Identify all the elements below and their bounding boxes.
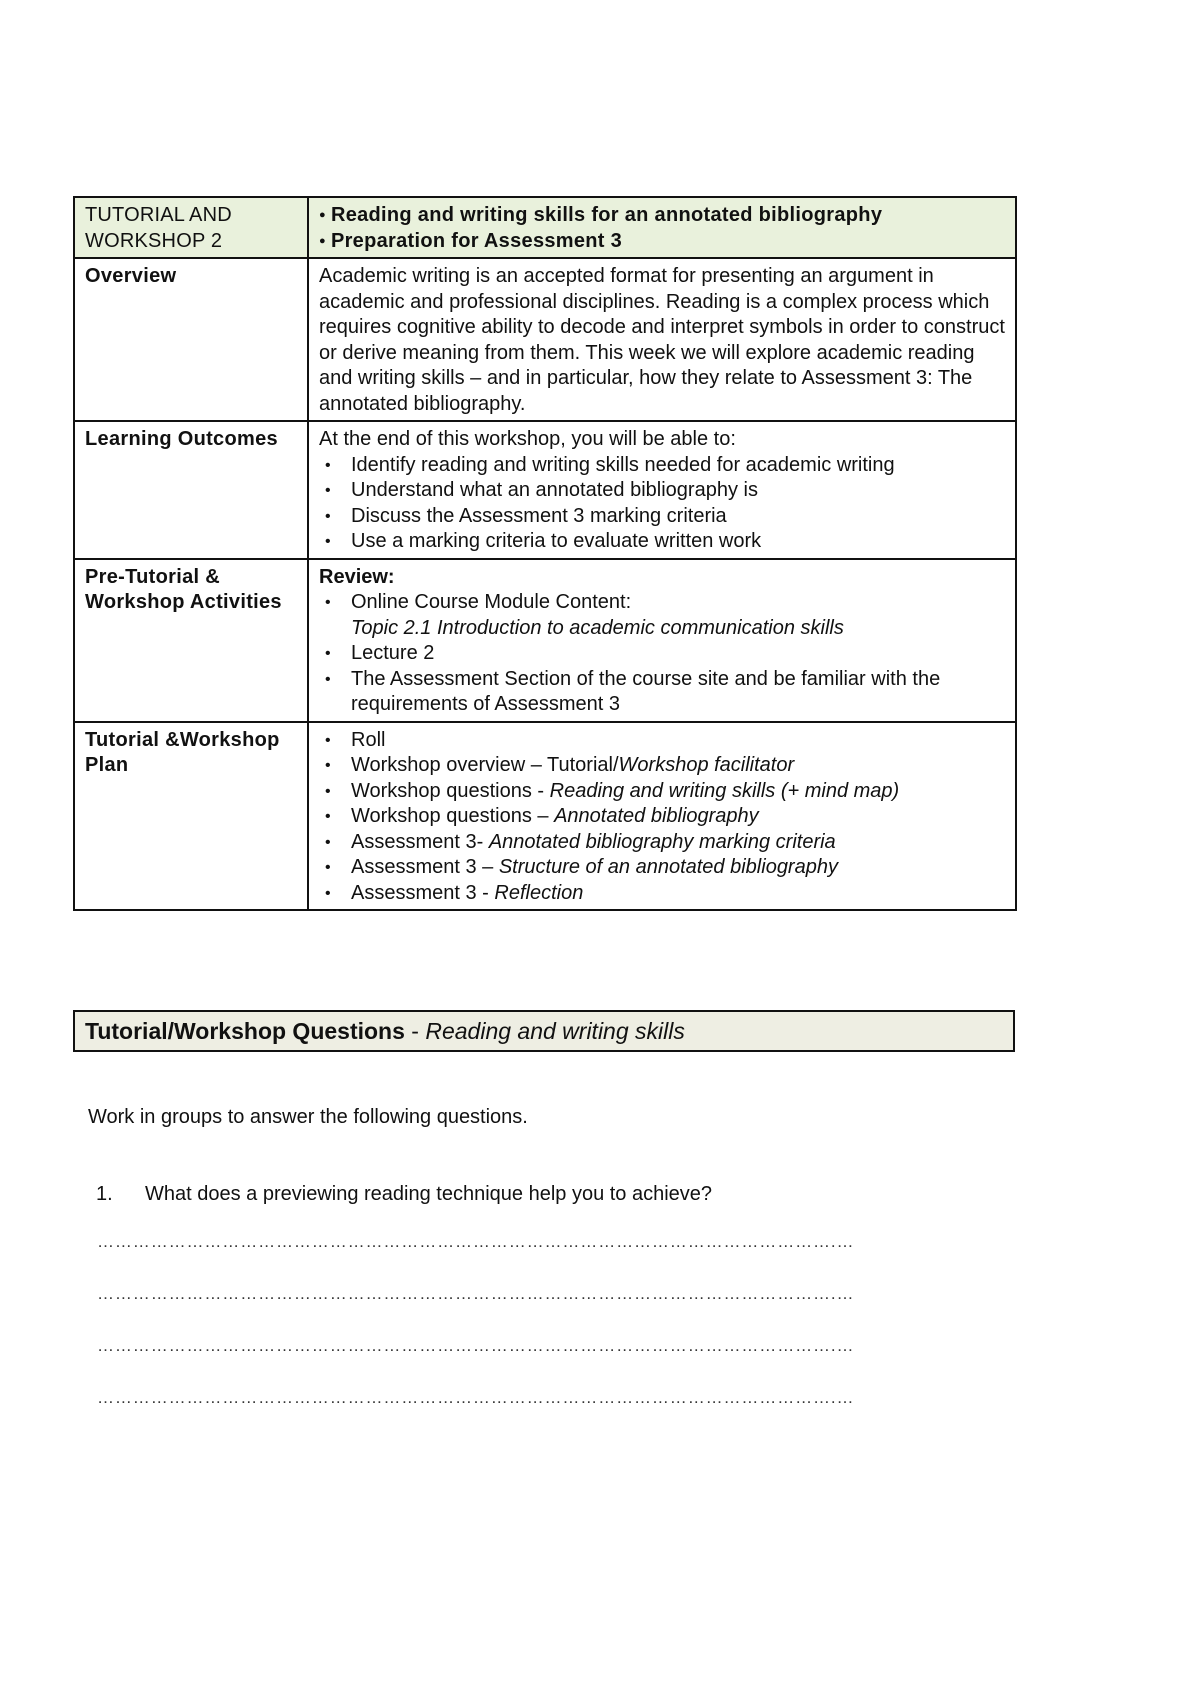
- learning-outcomes-label: Learning Outcomes: [85, 428, 278, 450]
- bullet-icon: •: [325, 731, 331, 749]
- bullet-icon: •: [325, 670, 331, 688]
- plan-item-text: Assessment 3-: [351, 830, 489, 853]
- list-item: [319, 830, 1005, 856]
- list-item: [319, 504, 1005, 530]
- list-item: [319, 453, 1005, 479]
- answer-line[interactable]: …………………………………………………………………………………………………………….…: [97, 1284, 855, 1303]
- overview-label-cell: [74, 258, 308, 421]
- overview-label: Overview: [85, 265, 177, 287]
- header-row: [74, 197, 1016, 258]
- list-item-text: The Assessment Section of the course site and be familiar with the requirements of Assessment 3: [351, 667, 941, 715]
- list-item-text: Lecture 2: [351, 642, 435, 664]
- list-item: [319, 779, 1005, 805]
- question-text: What does a previewing reading technique help you to achieve?: [145, 1183, 713, 1205]
- bullet-icon: •: [325, 859, 331, 876]
- list-item: [319, 855, 1005, 881]
- bullet-icon: •: [325, 594, 331, 611]
- header-label-cell: [74, 197, 308, 258]
- answer-line[interactable]: …………………………………………………………………………………………………………….…: [97, 1232, 855, 1251]
- pre-activities-row: [74, 559, 1016, 722]
- list-item: [319, 641, 1005, 667]
- learning-outcomes-cell: [308, 421, 1016, 559]
- pre-activities-cell: [308, 559, 1016, 722]
- plan-cell: [308, 722, 1016, 911]
- plan-item-text: Assessment 3 -: [351, 881, 495, 904]
- learning-outcomes-intro: At the end of this workshop, you will be able to:: [319, 428, 736, 450]
- overview-row: [74, 258, 1016, 421]
- list-item-text: Identify reading and writing skills needed for academic writing: [351, 453, 895, 476]
- answer-line[interactable]: …………………………………………………………………………………………………………….…: [97, 1388, 855, 1407]
- bullet-icon: •: [325, 456, 331, 474]
- list-item: [319, 728, 1005, 754]
- pre-activities-label: Pre-Tutorial & Workshop Activities: [85, 565, 282, 613]
- plan-label: Tutorial &Workshop Plan: [85, 728, 280, 776]
- list-item: [319, 529, 1005, 555]
- overview-text: Academic writing is an accepted format for presenting an argument in academic and professional disciplines. Reading is a complex process which requires cognitive ability to decode and interpret symbols in order to construct or derive meaning from them. This week we will explore academic reading and writing skills – and in particular, how they relate to Assessment 3: The annotated bibliography.: [319, 265, 1005, 415]
- list-item: [319, 478, 1005, 504]
- list-item-text: Online Course Module Content:: [351, 591, 632, 613]
- bullet-icon: •: [325, 757, 331, 774]
- list-item-text: Discuss the Assessment 3 marking criteria: [351, 504, 727, 527]
- tutorial-title: TUTORIAL AND WORKSHOP 2: [85, 204, 232, 252]
- overview-text-cell: [308, 258, 1016, 421]
- plan-item-text: Assessment 3 –: [351, 856, 499, 878]
- list-item-text: Use a marking criteria to evaluate written work: [351, 530, 762, 552]
- bullet-icon: •: [325, 884, 331, 902]
- plan-list: [319, 728, 1005, 907]
- bullet-icon: •: [325, 533, 331, 550]
- header-topic-item: ● Reading and writing skills for an annotated bibliography: [319, 203, 1005, 229]
- questions-section-header: [73, 1010, 1015, 1052]
- bullet-icon: •: [325, 482, 331, 499]
- bullet-icon: •: [325, 833, 331, 851]
- section-subtitle: Reading and writing skills: [425, 1018, 685, 1044]
- review-heading: Review:: [319, 565, 395, 588]
- plan-item-italic: Annotated bibliography marking criteria: [488, 830, 836, 853]
- section-title: Tutorial/Workshop Questions: [85, 1018, 405, 1044]
- bullet-icon: •: [325, 645, 331, 662]
- plan-item-text: Workshop overview – Tutorial/: [351, 754, 619, 776]
- instructions-text: Work in groups to answer the following questions.: [88, 1106, 528, 1128]
- plan-item-italic: Reflection: [494, 881, 584, 904]
- answer-line[interactable]: …………………………………………………………………………………………………………….…: [97, 1336, 855, 1355]
- list-item: [319, 753, 1005, 779]
- tutorial-info-table: [73, 196, 1017, 911]
- pre-activities-list: [319, 590, 1005, 718]
- topic-reference: Topic 2.1 Introduction to academic communication skills: [351, 616, 844, 639]
- plan-item-italic: Workshop facilitator: [618, 754, 795, 776]
- plan-label-cell: [74, 722, 308, 911]
- plan-item-italic: Structure of an annotated bibliography: [498, 856, 838, 878]
- plan-row: [74, 722, 1016, 911]
- learning-outcomes-label-cell: [74, 421, 308, 559]
- section-title-separator: -: [404, 1018, 426, 1044]
- plan-item-text: Workshop questions -: [351, 779, 550, 802]
- list-item: [319, 590, 1005, 641]
- plan-item-text: Workshop questions –: [351, 805, 555, 827]
- list-item: [319, 804, 1005, 830]
- list-item: [319, 667, 1005, 718]
- plan-item-italic: Reading and writing skills (+ mind map): [549, 779, 900, 802]
- bullet-icon: •: [325, 808, 331, 825]
- plan-item-text: Roll: [351, 728, 386, 751]
- bullet-icon: •: [325, 782, 331, 800]
- question-number: 1.: [96, 1183, 113, 1205]
- question-1: [96, 1182, 712, 1207]
- pre-activities-label-cell: [74, 559, 308, 722]
- learning-outcomes-row: [74, 421, 1016, 559]
- list-item: [319, 881, 1005, 907]
- bullet-icon: •: [325, 507, 331, 525]
- plan-item-italic: Annotated bibliography: [554, 805, 759, 827]
- header-topic-list: [319, 203, 1005, 254]
- header-topic-item: ● Preparation for Assessment 3: [319, 229, 1005, 255]
- learning-outcomes-list: [319, 453, 1005, 555]
- header-topics-cell: [308, 197, 1016, 258]
- list-item-text: Understand what an annotated bibliography is: [351, 479, 758, 501]
